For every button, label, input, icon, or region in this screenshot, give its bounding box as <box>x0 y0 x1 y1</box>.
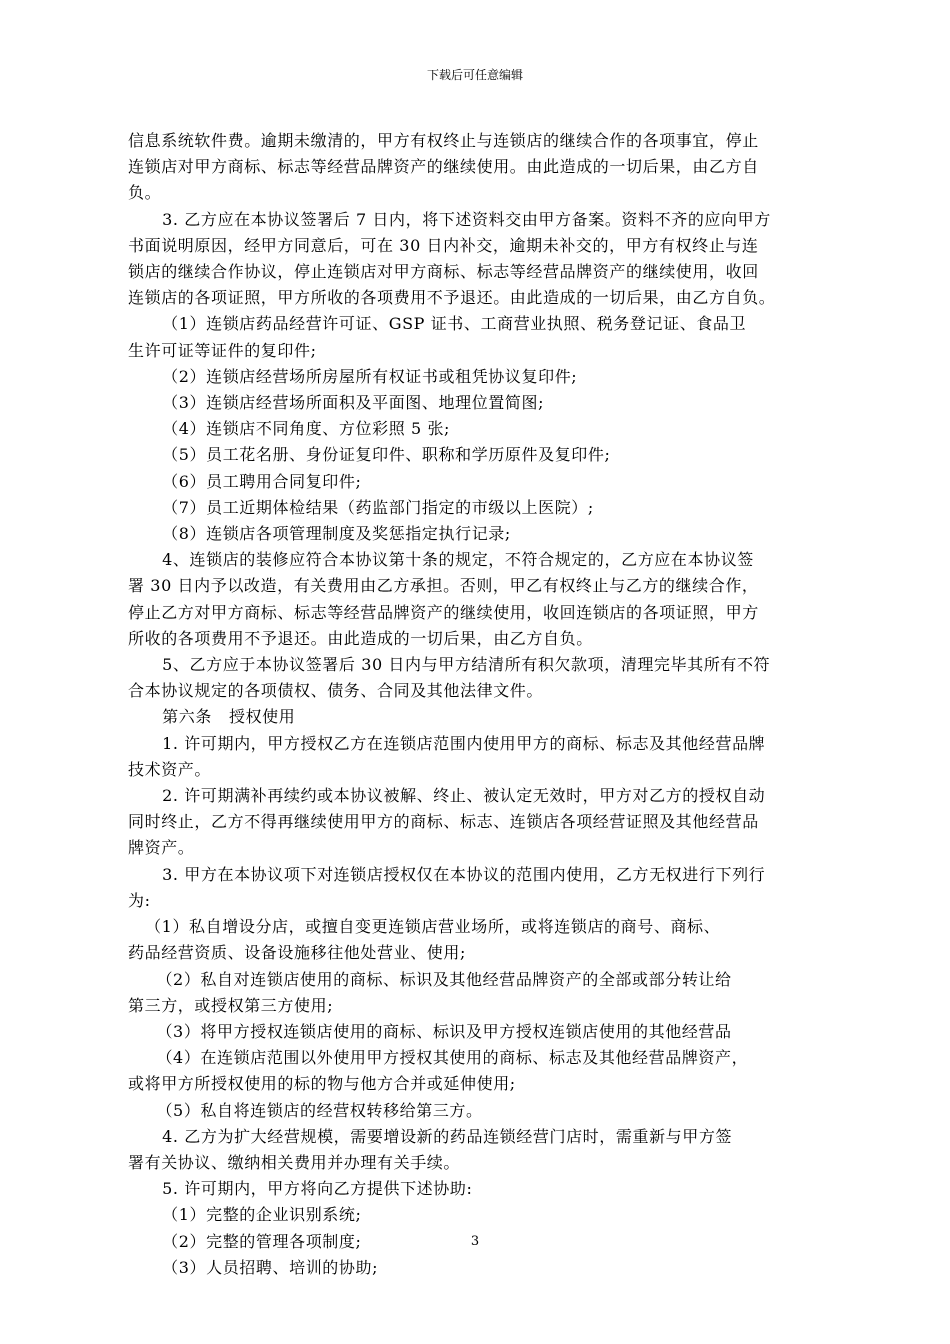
page-number: 3 <box>470 1234 480 1249</box>
text-line: （1）私自增设分店，或擅自变更连锁店营业场所，或将连锁店的商号、商标、 <box>128 917 721 937</box>
text-line: 2. 许可期满补再续约或本协议被解、终止、被认定无效时，甲方对乙方的授权自动 <box>128 786 766 806</box>
text-line: （6）员工聘用合同复印件; <box>128 471 362 491</box>
text-line: （3）将甲方授权连锁店使用的商标、标识及甲方授权连锁店使用的其他经营品 <box>128 1021 732 1041</box>
text-line: 3. 甲方在本协议项下对连锁店授权仅在本协议的范围内使用，乙方无权进行下列行 <box>128 864 766 884</box>
text-line: 生许可证等证件的复印件; <box>128 340 317 360</box>
text-line: 药品经营资质、设备设施移往他处营业、使用; <box>128 943 466 963</box>
document-body <box>128 128 828 1281</box>
text-line: 1. 许可期内，甲方授权乙方在连锁店范围内使用甲方的商标、标志及其他经营品牌 <box>128 733 766 753</box>
text-line: （1）连锁店药品经营许可证、GSP 证书、工商营业执照、税务登记证、食品卫 <box>128 314 747 334</box>
text-line: 为: <box>128 890 151 910</box>
text-line: 署有关协议、缴纳相关费用并办理有关手续。 <box>128 1152 461 1172</box>
text-line: （4）在连锁店范围以外使用甲方授权其使用的商标、标志及其他经营品牌资产， <box>128 1048 749 1068</box>
text-line: 4. 乙方为扩大经营规模，需要增设新的药品连锁经营门店时，需重新与甲方签 <box>128 1126 733 1146</box>
text-line: （4）连锁店不同角度、方位彩照 5 张; <box>128 419 451 439</box>
text-line: （8）连锁店各项管理制度及奖惩指定执行记录; <box>128 524 511 544</box>
text-line: （5）私自将连锁店的经营权转移给第三方。 <box>128 1100 483 1120</box>
text-line: 第三方，或授权第三方使用; <box>128 995 334 1015</box>
text-line: 4、连锁店的装修应符合本协议第十条的规定，不符合规定的，乙方应在本协议签 <box>128 550 754 570</box>
text-line: 5、乙方应于本协议签署后 30 日内与甲方结清所有积欠款项，清理完毕其所有不符 <box>128 655 771 675</box>
text-line: （2）私自对连锁店使用的商标、标识及其他经营品牌资产的全部或部分转让给 <box>128 969 732 989</box>
text-line: （7）员工近期体检结果（药监部门指定的市级以上医院）; <box>128 497 594 517</box>
text-line: 同时终止，乙方不得再继续使用甲方的商标、标志、连锁店各项经营证照及其他经营品 <box>128 812 759 832</box>
text-line: 5. 许可期内，甲方将向乙方提供下述协助: <box>128 1179 473 1199</box>
text-line: 连锁店对甲方商标、标志等经营品牌资产的继续使用。由此造成的一切后果，由乙方自 <box>128 157 759 177</box>
text-line: 负。 <box>128 183 162 203</box>
text-line: 合本协议规定的各项债权、债务、合同及其他法律文件。 <box>128 681 544 701</box>
text-line: （3）连锁店经营场所面积及平面图、地理位置简图; <box>128 393 545 413</box>
text-line: 书面说明原因，经甲方同意后，可在 30 日内补交，逾期未补交的，甲方有权终止与连 <box>128 235 759 255</box>
text-line: 信息系统软件费。逾期未缴清的，甲方有权终止与连锁店的继续合作的各项事宜，停止 <box>128 131 759 150</box>
text-line: 牌资产。 <box>128 838 195 858</box>
text-line: 或将甲方所授权使用的标的物与他方合并或延伸使用; <box>128 1074 516 1094</box>
text-line: 停止乙方对甲方商标、标志等经营品牌资产的继续使用，收回连锁店的各项证照，甲方 <box>128 602 759 622</box>
text-line: 所收的各项费用不予退还。由此造成的一切后果，由乙方自负。 <box>128 628 593 648</box>
text-line: 署 30 日内予以改造，有关费用由乙方承担。否则，甲乙有权终止与乙方的继续合作， <box>128 576 759 596</box>
text-line: （2）连锁店经营场所房屋所有权证书或租凭协议复印件; <box>128 366 578 386</box>
text-line: （2）完整的管理各项制度; <box>128 1231 362 1251</box>
text-line: 技术资产。 <box>128 759 212 779</box>
text-line: （5）员工花名册、身份证复印件、职称和学历原件及复印件; <box>128 445 611 465</box>
text-line: 3. 乙方应在本协议签署后 7 日内，将下述资料交由甲方备案。资料不齐的应向甲方 <box>128 209 771 229</box>
text-line: 连锁店的各项证照，甲方所收的各项费用不予退还。由此造成的一切后果，由乙方自负。 <box>128 288 776 308</box>
text-line: （3）人员招聘、培训的协助; <box>128 1257 379 1277</box>
text-line: （1）完整的企业识别系统; <box>128 1205 362 1225</box>
text-line: 锁店的继续合作协议，停止连锁店对甲方商标、标志等经营品牌资产的继续使用，收回 <box>128 262 759 282</box>
page-header: 下载后可任意编辑 <box>426 68 523 82</box>
text-line: 第六条 授权使用 <box>128 707 296 727</box>
